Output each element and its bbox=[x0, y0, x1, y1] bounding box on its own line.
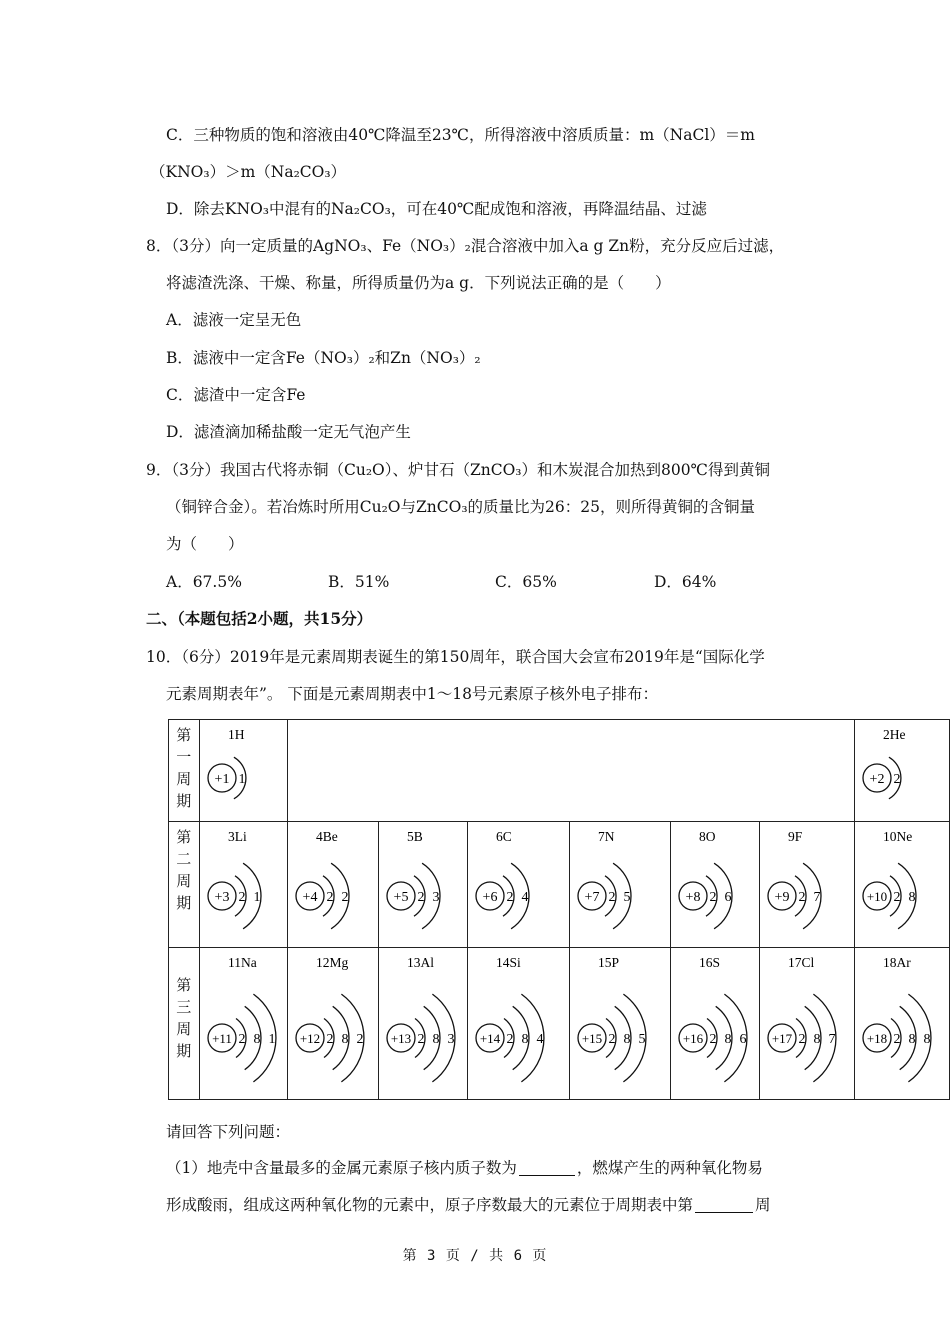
atom-diagram-li bbox=[200, 822, 286, 946]
atom-diagram-h bbox=[200, 720, 286, 820]
shell-electron-count: 2 bbox=[798, 1032, 806, 1047]
element-symbol: 10Ne bbox=[882, 829, 913, 844]
atom-diagram-b bbox=[379, 822, 465, 946]
nucleus-charge: +16 bbox=[682, 1031, 704, 1046]
period-label-3: 第 三 周 期 bbox=[169, 948, 200, 1100]
shell-electron-count: 2 bbox=[506, 890, 514, 905]
element-symbol: 12Mg bbox=[316, 955, 349, 970]
shell-electron-count: 2 bbox=[709, 1032, 717, 1047]
shell-electron-count: 6 bbox=[739, 1032, 747, 1047]
shell-electron-count: 8 bbox=[724, 1032, 732, 1047]
element-symbol: 11Na bbox=[227, 955, 257, 970]
element-cell-s bbox=[671, 948, 760, 1100]
nucleus-charge: +18 bbox=[866, 1031, 888, 1046]
nucleus-charge: +7 bbox=[584, 890, 600, 905]
q8-stem-line1: 8．（3分）向一定质量的AgNO₃、Fe（NO₃）₂混合溶液中加入a g Zn粉，充分反应后过滤， bbox=[146, 237, 785, 255]
shell-electron-count: 8 bbox=[521, 1032, 529, 1047]
shell-electron-count: 7 bbox=[813, 890, 821, 905]
shell-electron-count: 2 bbox=[893, 890, 901, 905]
atom-diagram-be bbox=[288, 822, 376, 946]
element-cell-ar bbox=[854, 948, 949, 1100]
atom-diagram-al bbox=[379, 948, 465, 1098]
atom-diagram-he bbox=[855, 720, 947, 820]
shell-electron-count: 3 bbox=[447, 1032, 455, 1047]
q8-option-b: B．滤液中一定含Fe（NO₃）₂和Zn（NO₃）₂ bbox=[166, 349, 481, 367]
atom-diagram-s bbox=[671, 948, 757, 1098]
shell-electron-count: 1 bbox=[238, 772, 245, 787]
element-cell-f bbox=[760, 822, 855, 948]
nucleus-charge: +17 bbox=[771, 1031, 793, 1046]
element-cell-ne bbox=[854, 822, 949, 948]
shell-electron-count: 2 bbox=[238, 1032, 245, 1047]
atom-diagram-p bbox=[570, 948, 668, 1098]
shell-electron-count: 8 bbox=[908, 890, 916, 905]
element-symbol: 14Si bbox=[496, 955, 522, 970]
nucleus-charge: +1 bbox=[214, 772, 229, 787]
q8-option-c: C．滤渣中一定含Fe bbox=[166, 386, 306, 404]
nucleus-charge: +2 bbox=[869, 772, 885, 787]
atom-diagram-n bbox=[570, 822, 668, 946]
element-cell-cl bbox=[760, 948, 855, 1100]
q7-option-d: D．除去KNO₃中混有的Na₂CO₃，可在40℃配成饱和溶液，再降温结晶、过滤 bbox=[166, 200, 707, 218]
element-symbol: 8O bbox=[699, 829, 716, 844]
nucleus-charge: +8 bbox=[685, 890, 701, 905]
element-symbol: 4Be bbox=[316, 829, 339, 844]
shell-electron-count: 8 bbox=[813, 1032, 821, 1047]
shell-electron-count: 2 bbox=[893, 772, 901, 787]
element-cell-o bbox=[671, 822, 760, 948]
element-cell-b bbox=[379, 822, 468, 948]
q8-stem-line2: 将滤渣洗涤、干燥、称量，所得质量仍为a g．下列说法正确的是（ ） bbox=[166, 274, 671, 292]
atom-diagram-ne bbox=[855, 822, 948, 946]
atom-diagram-cl bbox=[760, 948, 852, 1098]
q9-option-a: A．67.5% bbox=[166, 573, 242, 591]
element-cell-mg bbox=[288, 948, 379, 1100]
shell-electron-count: 2 bbox=[798, 890, 806, 905]
element-symbol: 9F bbox=[788, 829, 803, 844]
answer-blank-2[interactable] bbox=[695, 1196, 753, 1213]
element-cell-be bbox=[288, 822, 379, 948]
q10-sub1-line2: 形成酸雨，组成这两种氧化物的元素中，原子序数最大的元素位于周期表中第 周 bbox=[166, 1196, 771, 1214]
q9-stem-line1: 9．（3分）我国古代将赤铜（Cu₂O）、炉甘石（ZnCO₃）和木炭混合加热到800℃得到黄铜 bbox=[146, 461, 770, 479]
shell-electron-count: 2 bbox=[893, 1032, 901, 1047]
shell-electron-count: 2 bbox=[326, 890, 334, 905]
element-symbol: 6C bbox=[496, 829, 513, 844]
atom-diagram-ar bbox=[855, 948, 948, 1098]
shell-electron-count: 7 bbox=[828, 1032, 836, 1047]
shell-electron-count: 3 bbox=[432, 890, 440, 905]
atom-diagram-si bbox=[468, 948, 567, 1098]
q9-option-c: C．65% bbox=[495, 573, 557, 591]
q10-stem-line1: 10．（6分）2019年是元素周期表诞生的第150周年，联合国大会宣布2019年是“国际化学 bbox=[146, 648, 765, 666]
nucleus-charge: +12 bbox=[300, 1031, 321, 1046]
shell-electron-count: 8 bbox=[253, 1032, 260, 1047]
shell-electron-count: 5 bbox=[638, 1032, 646, 1047]
element-symbol: 16S bbox=[699, 955, 721, 970]
shell-electron-count: 6 bbox=[724, 890, 732, 905]
shell-electron-count: 2 bbox=[608, 890, 616, 905]
nucleus-charge: +10 bbox=[866, 889, 888, 904]
atom-diagram-o bbox=[671, 822, 757, 946]
shell-electron-count: 1 bbox=[268, 1032, 275, 1047]
q9-option-b: B．51% bbox=[328, 573, 390, 591]
shell-electron-count: 1 bbox=[253, 890, 260, 905]
answer-blank-1[interactable] bbox=[519, 1159, 575, 1176]
shell-electron-count: 4 bbox=[521, 890, 529, 905]
shell-electron-count: 2 bbox=[417, 890, 425, 905]
section2-title: 二、（本题包括2小题，共15分） bbox=[146, 609, 373, 628]
shell-electron-count: 2 bbox=[417, 1032, 425, 1047]
shell-electron-count: 8 bbox=[923, 1032, 931, 1047]
element-symbol: 2He bbox=[882, 727, 906, 742]
period1-empty-area bbox=[288, 720, 855, 822]
element-symbol: 5B bbox=[407, 829, 424, 844]
element-cell-si bbox=[468, 948, 570, 1100]
nucleus-charge: +5 bbox=[393, 890, 409, 905]
shell-electron-count: 2 bbox=[506, 1032, 514, 1047]
element-cell-n bbox=[570, 822, 671, 948]
element-symbol: 1H bbox=[227, 727, 244, 742]
nucleus-charge: +14 bbox=[480, 1031, 501, 1046]
element-symbol: 17Cl bbox=[788, 955, 815, 970]
element-symbol: 3Li bbox=[227, 829, 247, 844]
period-label-1: 第 一 周 期 bbox=[169, 720, 200, 822]
atom-diagram-f bbox=[760, 822, 852, 946]
element-cell-c bbox=[468, 822, 570, 948]
shell-electron-count: 8 bbox=[908, 1032, 916, 1047]
shell-electron-count: 8 bbox=[341, 1032, 349, 1047]
period-label-2: 第 二 周 期 bbox=[169, 822, 200, 948]
shell-electron-count: 8 bbox=[623, 1032, 631, 1047]
page-footer: 第 3 页 / 共 6 页 bbox=[402, 1248, 548, 1264]
q7-option-c-line1: C．三种物质的饱和溶液由40℃降温至23℃，所得溶液中溶质质量：m（NaCl）＝m bbox=[166, 126, 756, 144]
nucleus-charge: +11 bbox=[211, 1031, 232, 1046]
atom-diagram-c bbox=[468, 822, 567, 946]
q10-sub1-line1: （1）地壳中含量最多的金属元素原子核内质子数为 ，燃煤产生的两种氧化物易 bbox=[166, 1159, 763, 1177]
nucleus-charge: +6 bbox=[482, 890, 498, 905]
element-symbol: 15P bbox=[598, 955, 620, 970]
element-cell-h bbox=[199, 720, 288, 822]
shell-electron-count: 2 bbox=[356, 1032, 364, 1047]
element-cell-p bbox=[570, 948, 671, 1100]
nucleus-charge: +3 bbox=[214, 890, 229, 905]
atom-diagram-na bbox=[200, 948, 286, 1098]
element-cell-he bbox=[854, 720, 949, 822]
nucleus-charge: +9 bbox=[774, 890, 790, 905]
q8-option-a: A．滤液一定呈无色 bbox=[166, 311, 302, 329]
q9-stem-line2: （铜锌合金）。若冶炼时所用Cu₂O与ZnCO₃的质量比为26：25，则所得黄铜的含铜量 bbox=[166, 498, 755, 516]
q7-option-c-line2: （KNO₃）＞m（Na₂CO₃） bbox=[150, 163, 347, 181]
shell-electron-count: 2 bbox=[608, 1032, 616, 1047]
element-cell-li bbox=[199, 822, 288, 948]
element-symbol: 18Ar bbox=[882, 955, 911, 970]
q10-prompt: 请回答下列问题： bbox=[166, 1123, 291, 1141]
q9-stem-line3: 为（ ） bbox=[166, 535, 244, 553]
periodic-table bbox=[168, 719, 950, 1100]
q8-option-d: D．滤渣滴加稀盐酸一定无气泡产生 bbox=[166, 423, 411, 441]
shell-electron-count: 8 bbox=[432, 1032, 440, 1047]
shell-electron-count: 5 bbox=[623, 890, 631, 905]
element-symbol: 7N bbox=[598, 829, 615, 844]
shell-electron-count: 2 bbox=[326, 1032, 334, 1047]
shell-electron-count: 4 bbox=[536, 1032, 544, 1047]
element-cell-na bbox=[199, 948, 288, 1100]
element-cell-al bbox=[379, 948, 468, 1100]
atom-diagram-mg bbox=[288, 948, 376, 1098]
nucleus-charge: +13 bbox=[391, 1031, 412, 1046]
shell-electron-count: 2 bbox=[238, 890, 245, 905]
nucleus-charge: +15 bbox=[582, 1031, 603, 1046]
q10-stem-line2: 元素周期表年”。 下面是元素周期表中1～18号元素原子核外电子排布： bbox=[166, 685, 658, 703]
shell-electron-count: 2 bbox=[341, 890, 349, 905]
nucleus-charge: +4 bbox=[302, 890, 318, 905]
shell-electron-count: 2 bbox=[709, 890, 717, 905]
element-symbol: 13Al bbox=[407, 955, 435, 970]
q9-option-d: D．64% bbox=[654, 573, 717, 591]
